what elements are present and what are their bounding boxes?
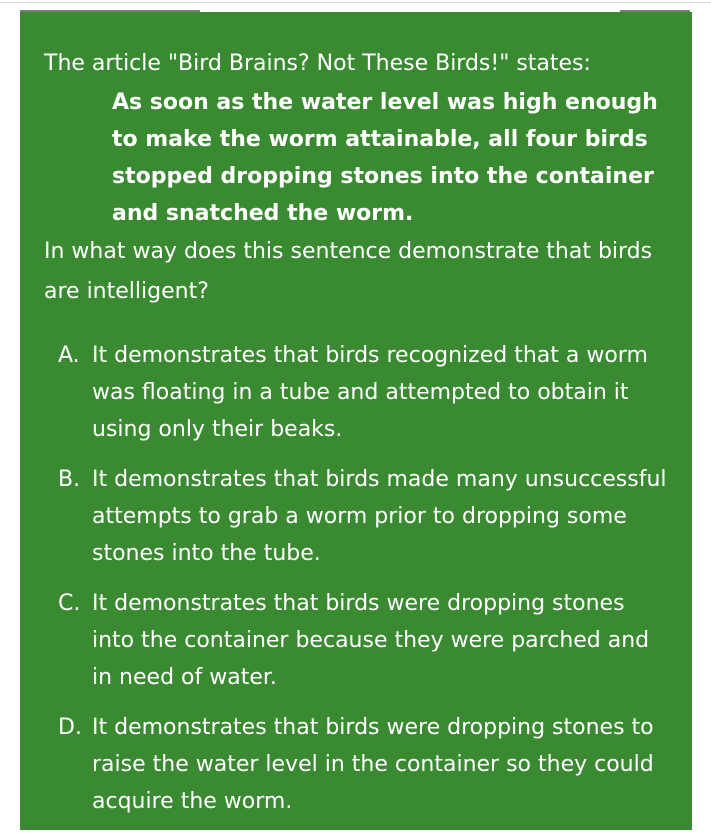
option-letter: A. [58, 343, 80, 368]
option-letter: D. [58, 715, 82, 740]
option-letter: C. [58, 591, 81, 616]
question-card [20, 12, 692, 830]
question-prompt: In what way does this sentence demonstrate that birds are intelligent? [44, 239, 653, 304]
question-intro: The article "Bird Brains? Not These Birds!" states: [44, 51, 591, 76]
option-text: It demonstrates that birds recognized that a worm was floating in a tube and attempted to obtain it using only their beaks. [92, 343, 648, 442]
option-d[interactable] [58, 709, 668, 820]
top-strip [0, 0, 711, 12]
top-text-fragment-right [620, 4, 690, 12]
question-stem [44, 44, 674, 312]
answer-options [58, 337, 668, 833]
option-a[interactable] [58, 337, 668, 448]
option-text: It demonstrates that birds were dropping stones into the container because they were parched and in need of water. [92, 591, 650, 690]
option-b[interactable] [58, 461, 668, 572]
option-text: It demonstrates that birds were dropping stones to raise the water level in the container so they could acquire the worm. [92, 715, 654, 814]
top-text-fragment [20, 4, 200, 12]
option-letter: B. [58, 467, 81, 492]
option-text: It demonstrates that birds made many unsuccessful attempts to grab a worm prior to dropping some stones into the tube. [92, 467, 667, 566]
top-divider [0, 2, 711, 3]
option-c[interactable] [58, 585, 668, 696]
quoted-sentence: As soon as the water level was high enough to make the worm attainable, all four birds stopped dropping stones into the container and snatched the worm. [112, 90, 658, 226]
